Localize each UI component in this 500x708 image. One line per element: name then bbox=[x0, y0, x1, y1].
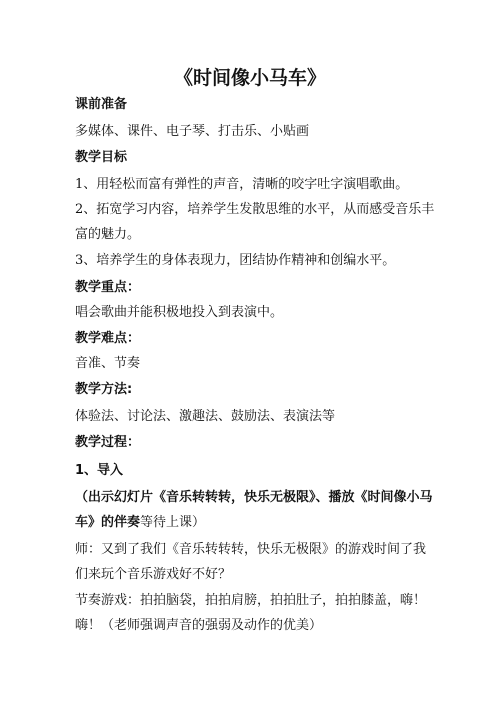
step-1-heading: 1、导入 bbox=[75, 463, 124, 478]
key-points-text: 唱会歌曲并能积极地投入到表演中。 bbox=[75, 305, 284, 320]
teacher-line-1: 师：又到了我们《音乐转转转，快乐无极限》的游戏时间了我 bbox=[75, 542, 427, 557]
key-points-heading: 教学重点： bbox=[75, 280, 141, 295]
step-1-line-1: （出示幻灯片《音乐转转转，快乐无极限》、播放《时间像小马 bbox=[75, 490, 433, 505]
step-1-line-2 bbox=[75, 514, 440, 532]
step-1-plain-part: 等待上课） bbox=[140, 515, 206, 530]
rhythm-line-1: 节奏游戏：拍拍脑袋，拍拍肩膀，拍拍肚子，拍拍膝盖，嗨！ bbox=[75, 593, 427, 608]
difficulty-heading: 教学难点： bbox=[75, 331, 141, 346]
rhythm-line-2: 嗨！（老师强调声音的强弱及动作的优美） bbox=[75, 618, 323, 633]
method-heading: 教学方法: bbox=[75, 382, 133, 397]
method-text: 体验法、讨论法、激趣法、鼓励法、表演法等 bbox=[75, 409, 336, 424]
goal-1: 1、用轻松而富有弹性的声音，清晰的咬字吐字演唱歌曲。 bbox=[75, 177, 409, 192]
document-title: 《时间像小马车》 bbox=[173, 67, 326, 89]
step-1-bold-part: 车》的伴奏 bbox=[75, 515, 141, 530]
goals-heading: 教学目标 bbox=[75, 150, 128, 165]
process-heading: 教学过程： bbox=[75, 435, 141, 450]
teacher-line-2: 们来玩个音乐游戏好不好？ bbox=[75, 567, 232, 582]
prep-text: 多媒体、课件、电子琴、打击乐、小贴画 bbox=[75, 124, 310, 139]
prep-heading: 课前准备 bbox=[75, 97, 128, 112]
goal-2-line-2: 富的魅力。 bbox=[75, 227, 141, 242]
goal-2-line-1: 2、拓宽学习内容，培养学生发散思维的水平，从而感受音乐丰 bbox=[75, 202, 435, 217]
difficulty-text: 音准、节奏 bbox=[75, 356, 141, 371]
goal-3: 3、培养学生的身体表现力，团结协作精神和创编水平。 bbox=[75, 253, 396, 268]
